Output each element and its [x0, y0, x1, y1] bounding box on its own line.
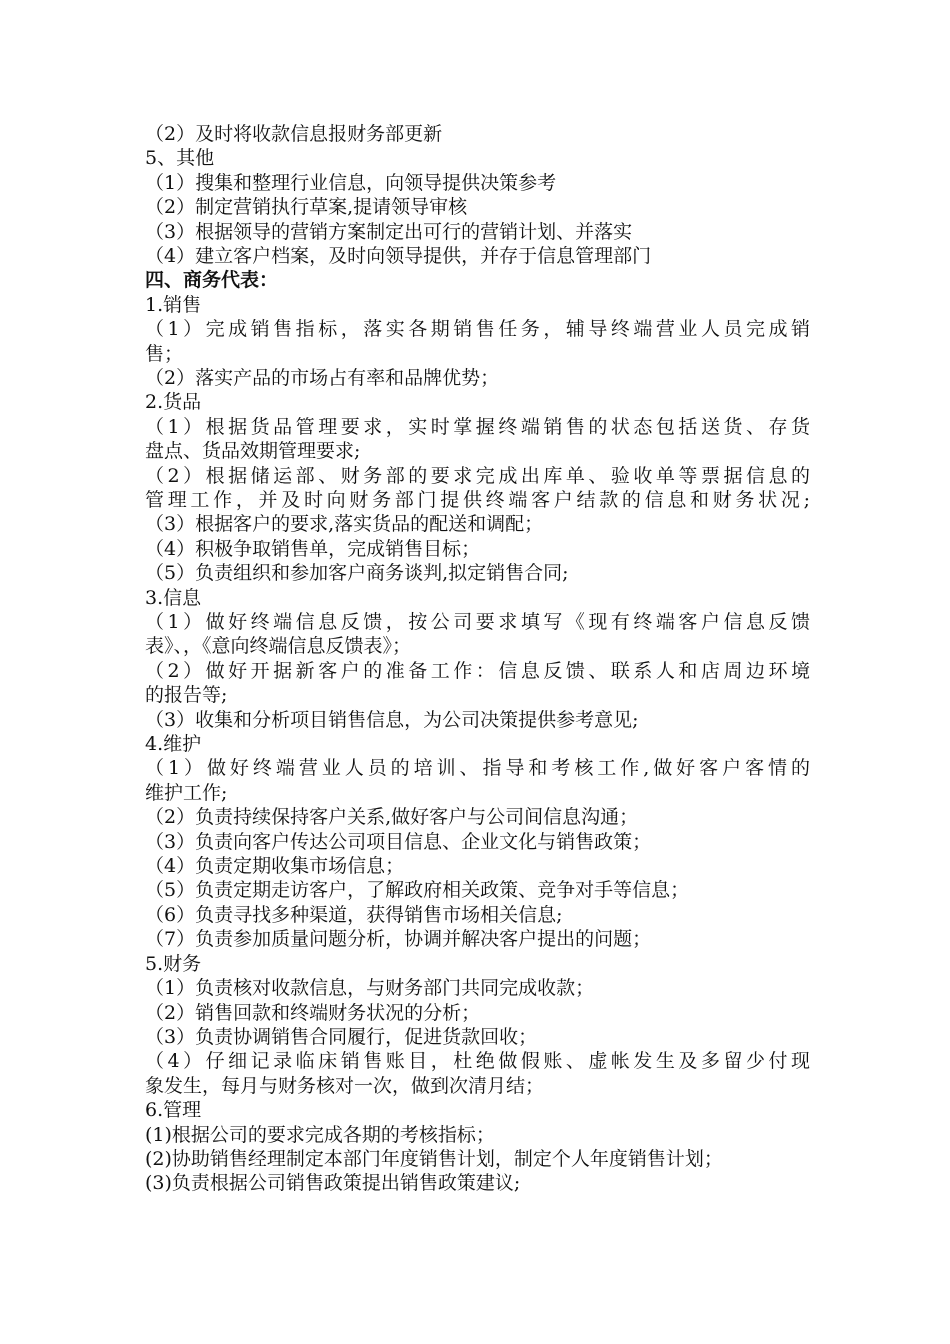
text-line: （2）销售回款和终端财务状况的分析； — [145, 1001, 481, 1024]
text-line: （5）负责组织和参加客户商务谈判,拟定销售合同; — [145, 562, 569, 585]
section-title-maintenance: 4.维护 — [145, 733, 202, 756]
text-line: 象发生，每月与财务核对一次，做到次清月结； — [145, 1074, 545, 1097]
text-line: （1）做好终端营业人员的培训、指导和考核工作,做好客户客情的 — [145, 757, 810, 780]
text-line: 售； — [145, 342, 184, 365]
text-line: （2）根据储运部、财务部的要求完成出库单、验收单等票据信息的 — [145, 464, 810, 487]
text-line: （5）负责定期走访客户，了解政府相关政策、竞争对手等信息； — [145, 879, 690, 902]
text-line: （4）仔细记录临床销售账目，杜绝做假账、虚帐发生及多留少付现 — [145, 1050, 810, 1073]
section-title-sales: 1.销售 — [145, 293, 202, 316]
text-line: （3）负责向客户传达公司项目信息、企业文化与销售政策； — [145, 830, 652, 853]
text-line: （3）根据领导的营销方案制定出可行的营销计划、并落实 — [145, 220, 633, 243]
section-title-management: 6.管理 — [145, 1099, 202, 1122]
text-line: （3）根据客户的要求,落实货品的配送和调配； — [145, 513, 544, 536]
text-line: （2）制定营销执行草案,提请领导审核 — [145, 196, 468, 219]
text-line: 盘点、货品效期管理要求; — [145, 440, 361, 463]
text-line: 管理工作，并及时向财务部门提供终端客户结款的信息和财务状况; — [145, 489, 810, 512]
text-line: 表》、，《意向终端信息反馈表》； — [145, 635, 412, 658]
text-line: （4）建立客户档案，及时向领导提供，并存于信息管理部门 — [145, 245, 652, 268]
text-line: (2)协助销售经理制定本部门年度销售计划，制定个人年度销售计划； — [145, 1147, 723, 1170]
text-line: （7）负责参加质量问题分析，协调并解决客户提出的问题； — [145, 928, 652, 951]
text-line: （1）完成销售指标，落实各期销售任务，辅导终端营业人员完成销 — [145, 318, 810, 341]
section-title-information: 3.信息 — [145, 586, 202, 609]
heading-business-representative: 四、商务代表： — [145, 269, 279, 292]
text-line: （4）积极争取销售单，完成销售目标； — [145, 537, 481, 560]
section-title-other: 5、其他 — [145, 147, 215, 170]
section-title-finance: 5.财务 — [145, 952, 202, 975]
text-line: （1）负责核对收款信息，与财务部门共同完成收款； — [145, 977, 595, 1000]
text-line: （1）搜集和整理行业信息，向领导提供决策参考 — [145, 171, 557, 194]
text-line: （3）负责协调销售合同履行，促进货款回收； — [145, 1025, 538, 1048]
text-line: （2）做好开据新客户的准备工作：信息反馈、联系人和店周边环境 — [145, 659, 810, 682]
text-line: （1）根据货品管理要求，实时掌握终端销售的状态包括送货、存货 — [145, 415, 810, 438]
text-line: （2）负责持续保持客户关系,做好客户与公司间信息沟通； — [145, 806, 639, 829]
text-line: （3）收集和分析项目销售信息，为公司决策提供参考意见; — [145, 708, 639, 731]
text-line: 维护工作; — [145, 781, 228, 804]
text-line: （2）落实产品的市场占有率和品牌优势； — [145, 367, 500, 390]
text-line: （6）负责寻找多种渠道，获得销售市场相关信息; — [145, 903, 563, 926]
section-title-goods: 2.货品 — [145, 391, 202, 414]
text-line: 的报告等; — [145, 684, 228, 707]
text-line: (3)负责根据公司销售政策提出销售政策建议; — [145, 1172, 521, 1195]
text-line: （1）做好终端信息反馈，按公司要求填写《现有终端客户信息反馈 — [145, 611, 810, 634]
text-line: （4）负责定期收集市场信息； — [145, 855, 405, 878]
text-line: (1)根据公司的要求完成各期的考核指标； — [145, 1123, 495, 1146]
text-line: （2）及时将收款信息报财务部更新 — [145, 123, 443, 145]
document-page — [145, 122, 810, 1196]
